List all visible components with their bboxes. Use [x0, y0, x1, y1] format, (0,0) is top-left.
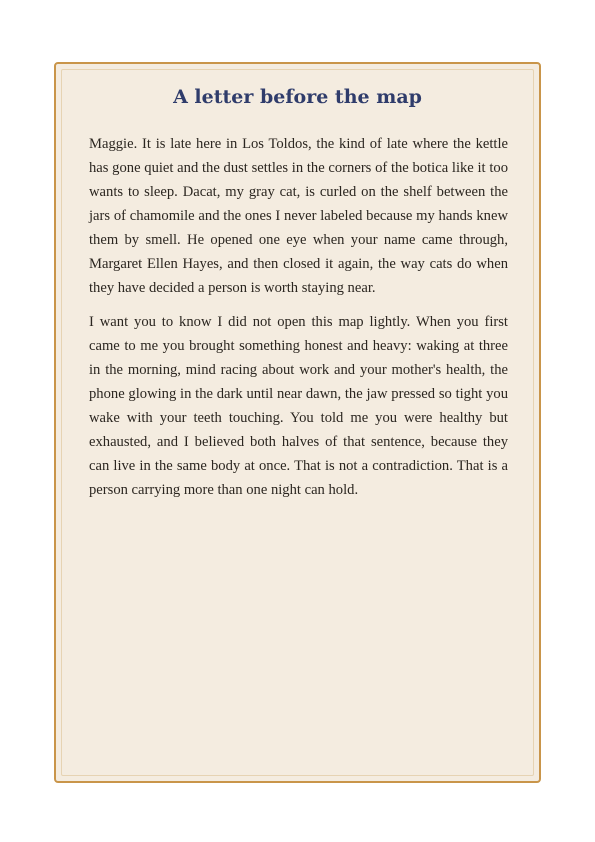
letter-paragraph: I want you to know I did not open this map lightly. When you first came to me you brought something honest and heavy: waking at three in the morning, mind racing about work and your mother's health, the phone glowing in the dark until near dawn, the jaw pressed so tight you wake with your teeth touching. You told me you were healthy but exhausted, and I believed both halves of that sentence, because they can live in the same body at once. That is not a contradiction. That is a person carrying more than one night can hold.	[89, 314, 508, 498]
letter-card	[54, 62, 541, 783]
letter-body	[89, 132, 508, 512]
letter-paragraph: Maggie. It is late here in Los Toldos, the kind of late where the kettle has gone quiet and the dust settles in the corners of the botica like it too wants to sleep. Dacat, my gray cat, is curled on the shelf between the jars of chamomile and the ones I never labeled because my hands knew them by smell. He opened one eye when your name came through, Margaret Ellen Hayes, and then closed it again, the way cats do when they have decided a person is worth staying near.	[89, 136, 508, 296]
letter-title: A letter before the map	[173, 86, 422, 108]
